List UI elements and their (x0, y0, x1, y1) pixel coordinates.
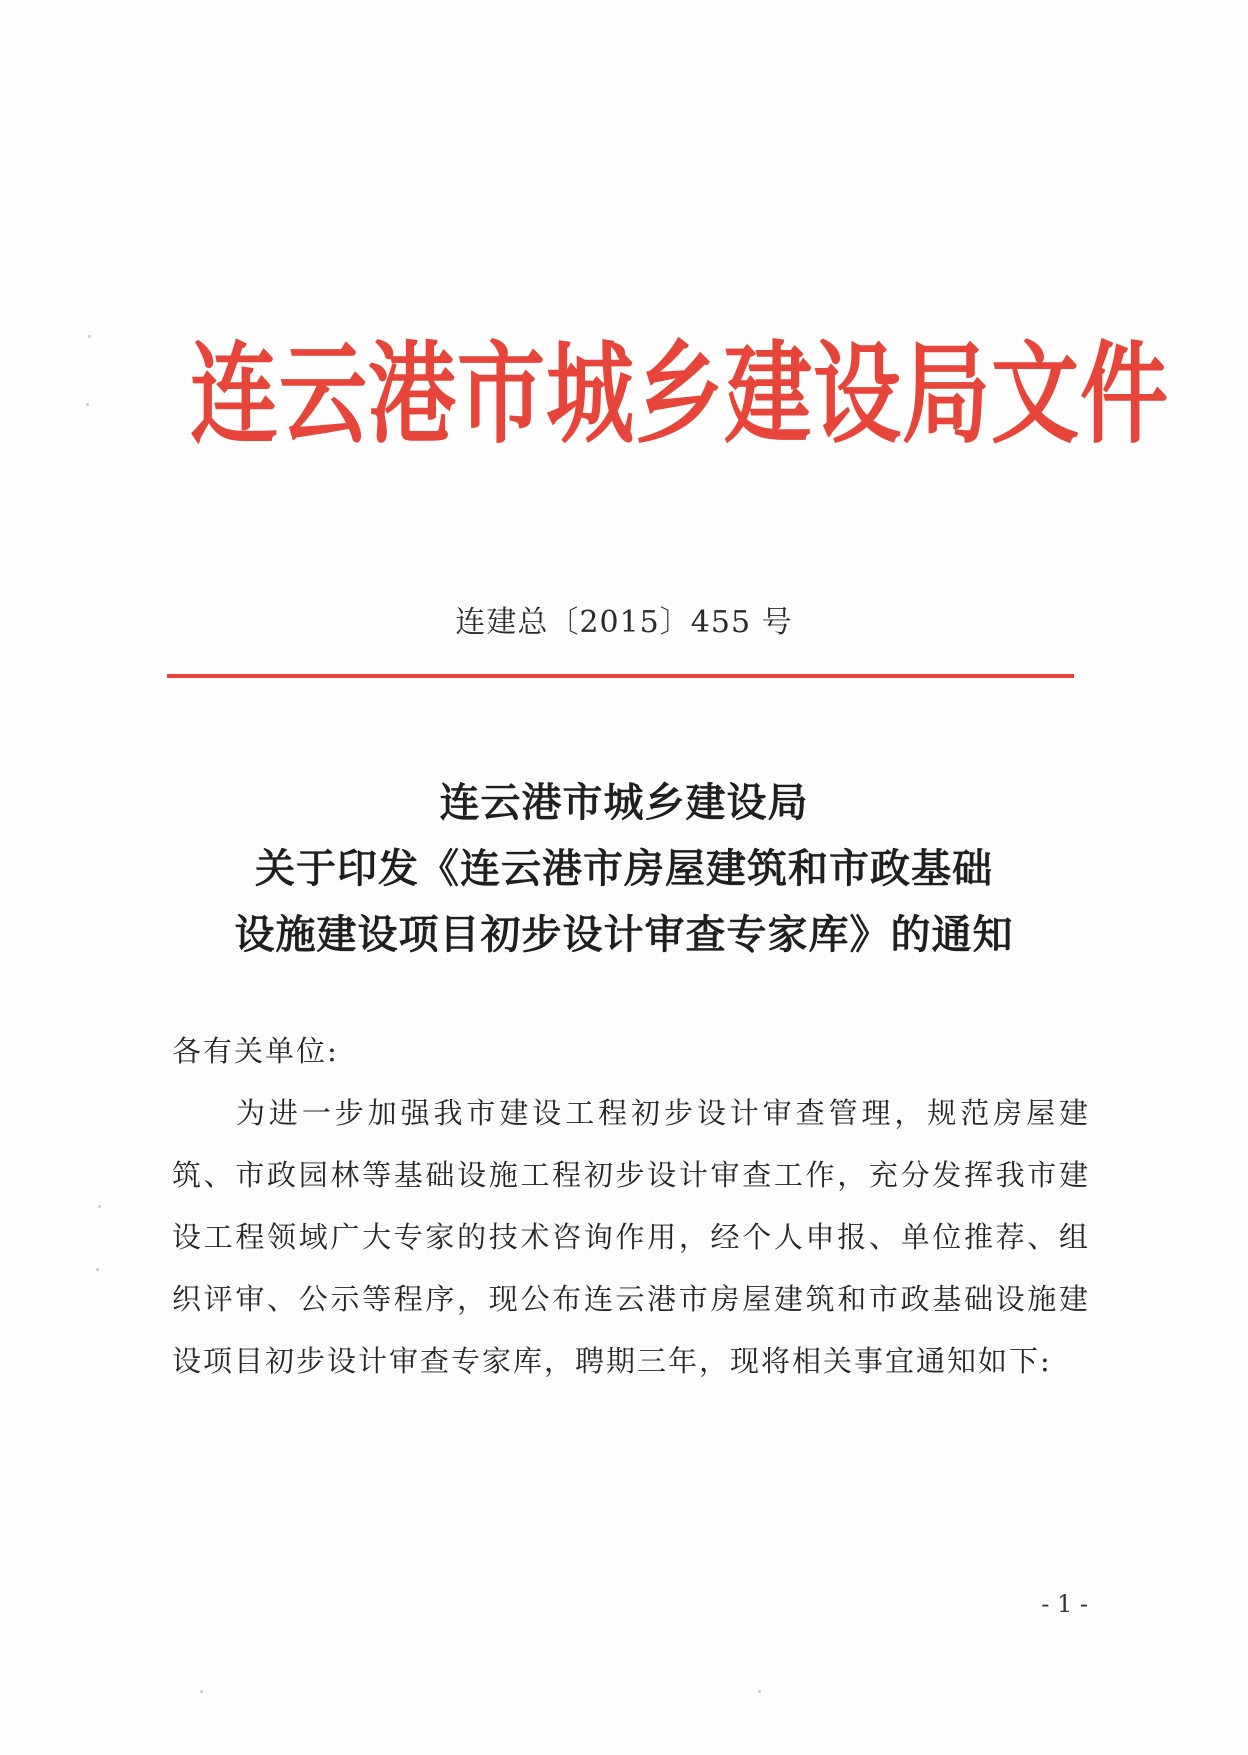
page-number: - 1 - (1041, 1590, 1088, 1618)
title-line-1: 连云港市城乡建设局 (439, 779, 809, 826)
title-line-2: 关于印发《连云港市房屋建筑和市政基础 (255, 845, 993, 892)
scan-speck (200, 1690, 203, 1693)
document-number: 连建总〔2015〕455 号 (455, 605, 793, 640)
salutation: 各有关单位: (172, 1034, 339, 1068)
scan-speck (758, 1690, 761, 1693)
scan-speck (98, 1205, 101, 1208)
notice-title (0, 770, 1248, 968)
title-line-3: 设施建设项目初步设计审查专家库》的通知 (234, 911, 1014, 958)
body-paragraph: 为进一步加强我市建设工程初步设计审查管理，规范房屋建筑、市政园林等基础设施工程初步设计审查工作，充分发挥我市建设工程领域广大专家的技术咨询作用，经个人申报、单位推荐、组织评审、公示等程序，现公布连云港市房屋建筑和市政基础设施建设项目初步设计审查专家库，聘期三年，现将相关事宜通知如下: (172, 1096, 1090, 1378)
masthead-title: 连云港市城乡建设局文件 (190, 330, 1170, 459)
scan-speck (88, 335, 91, 338)
body-text (172, 1020, 1090, 1392)
red-divider-line (167, 674, 1074, 678)
scan-speck (86, 403, 89, 406)
scan-speck (96, 1268, 99, 1271)
